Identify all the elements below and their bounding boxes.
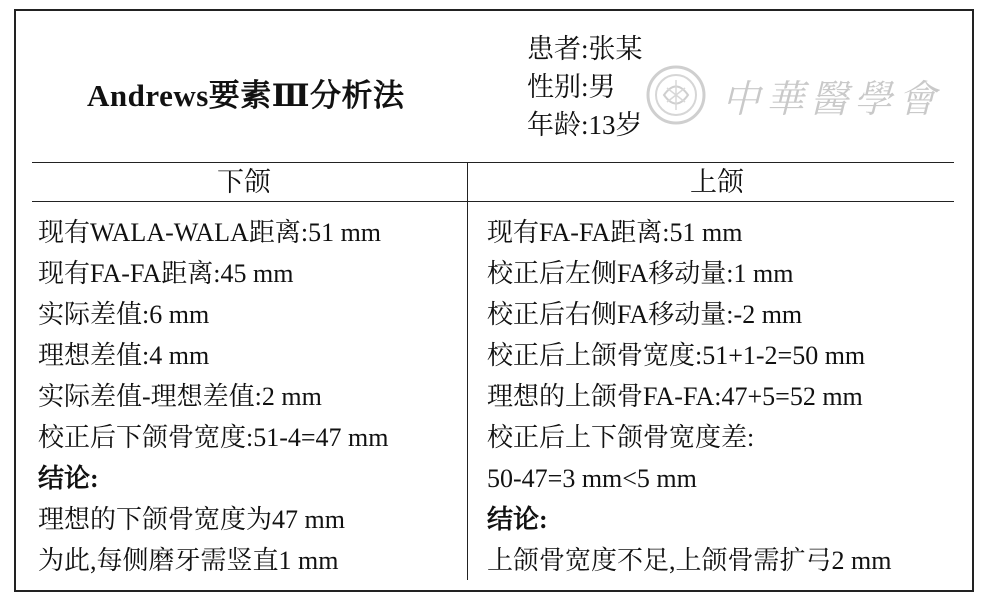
maxilla-column [487,212,891,581]
maxilla-line: 校正后上下颌骨宽度差: [487,423,755,452]
maxilla-line: 理想的上颌骨FA-FA:47+5=52 mm [487,382,863,411]
watermark-text: 中華醫學會 [722,77,943,121]
patient-sex: 性别:男 [527,72,616,102]
maxilla-line: 上颌骨宽度不足,上颌骨需扩弓2 mm [487,546,892,575]
maxilla-line: 50-47=3 mm<5 mm [487,464,697,493]
patient-info [527,30,643,144]
page-title: Andrews要素Ⅲ分析法 [87,78,405,113]
mandible-line: 现有WALA-WALA距离:51 mm [38,218,382,247]
right-column-header: 上颌 [690,167,744,197]
mandible-line: 结论: [38,464,99,493]
maxilla-line: 现有FA-FA距离:51 mm [487,218,743,247]
mandible-line: 实际差值:6 mm [38,300,210,329]
mandible-line: 现有FA-FA距离:45 mm [38,259,294,288]
mandible-column [38,212,389,581]
patient-name: 患者:张某 [527,34,643,64]
maxilla-line: 校正后上颌骨宽度:51+1-2=50 mm [487,341,866,370]
patient-age: 年龄:13岁 [527,110,643,140]
header-bottom-rule [32,201,954,202]
maxilla-line: 结论: [487,505,548,534]
society-watermark [640,60,943,130]
mandible-line: 为此,每侧磨牙需竖直1 mm [38,546,339,575]
maxilla-line: 校正后右侧FA移动量:-2 mm [487,300,803,329]
column-divider [467,162,468,580]
mandible-line: 实际差值-理想差值:2 mm [38,382,322,411]
header-top-rule [32,162,954,163]
mandible-line: 理想差值:4 mm [38,341,210,370]
mandible-line: 校正后下颌骨宽度:51-4=47 mm [38,423,389,452]
left-column-header: 下颌 [217,167,271,197]
mandible-line: 理想的下颌骨宽度为47 mm [38,505,345,534]
maxilla-line: 校正后左侧FA移动量:1 mm [487,259,794,288]
society-seal-icon [640,60,720,130]
